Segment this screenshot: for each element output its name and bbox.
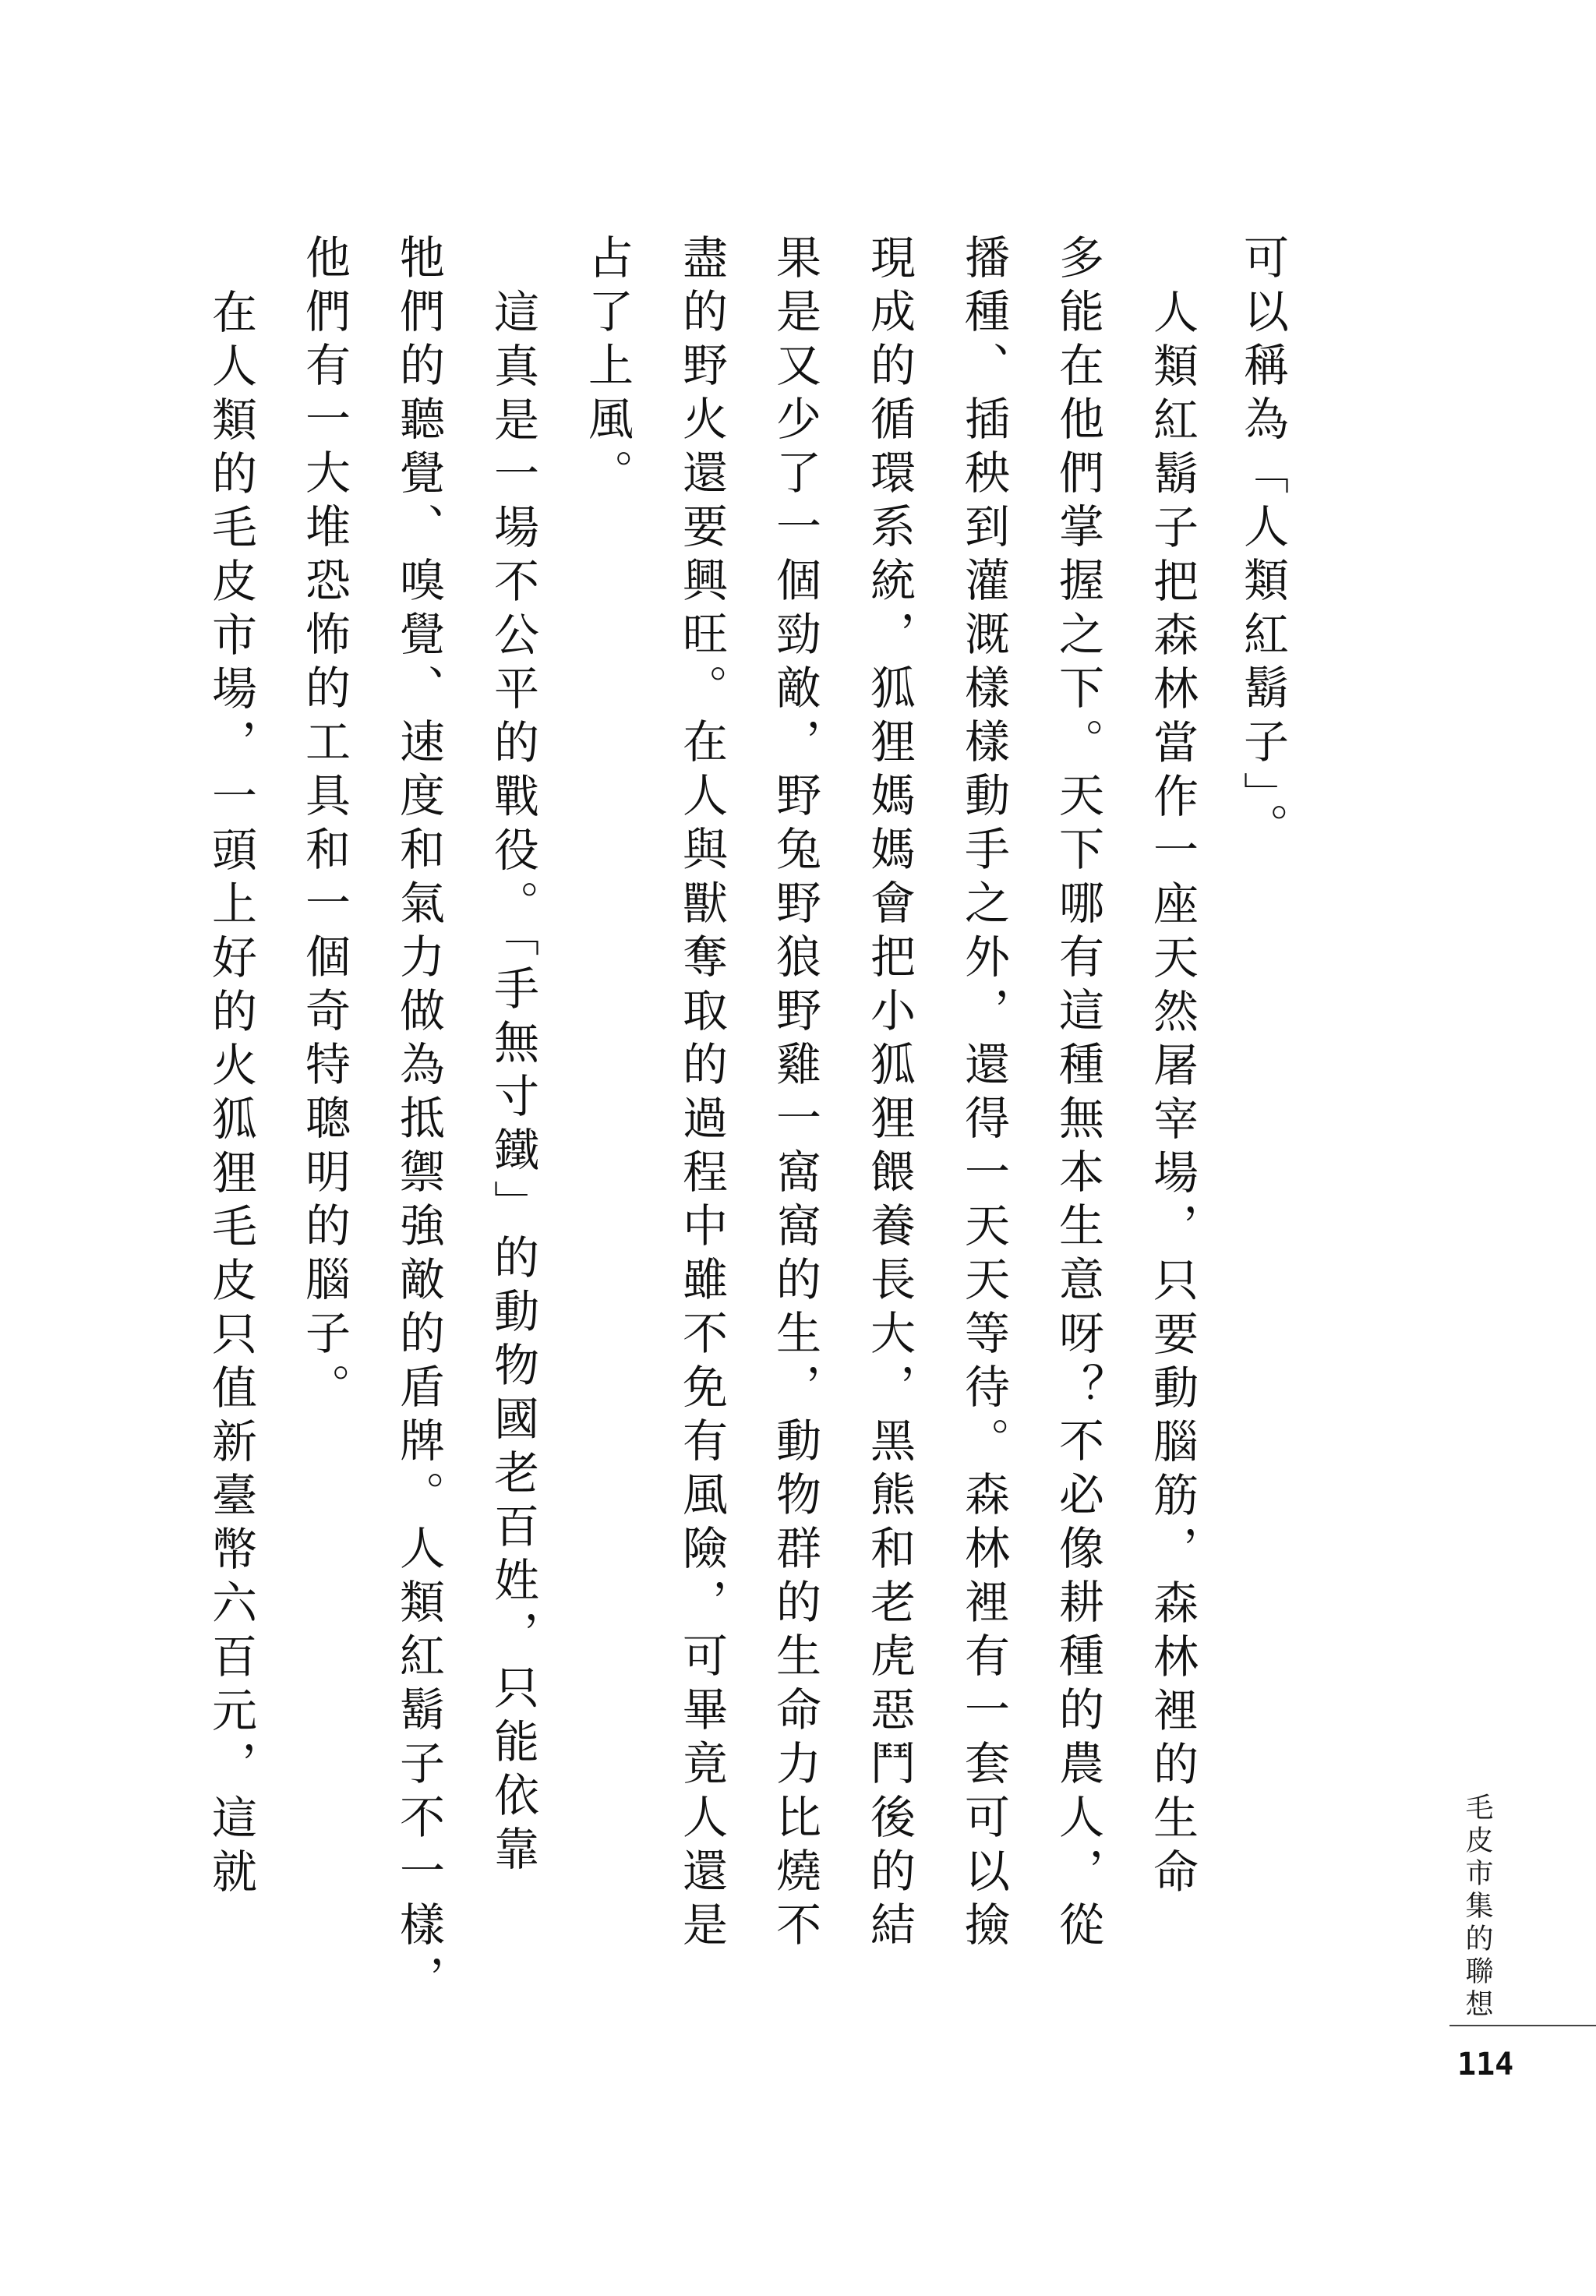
text-column-4: 播種、插秧到灌溉樣樣動手之外，還得一天天等待。森林裡有一套可以撿: [957, 234, 1010, 1955]
text-column-6: 果是又少了一個勁敵，野兔野狼野雞一窩窩的生，動物群的生命力比燒不: [768, 234, 821, 1955]
running-head: 毛皮市集的聯想: [1461, 1793, 1493, 2022]
text-column-9: 這真是一場不公平的戰役。「手無寸鐵」的動物國老百姓，只能依靠: [486, 288, 539, 1879]
text-column-2: 人類紅鬍子把森林當作一座天然屠宰場，只要動腦筋，森林裡的生命: [1146, 288, 1199, 1902]
text-column-11: 他們有一大堆恐怖的工具和一個奇特聰明的腦子。: [298, 234, 351, 1417]
text-column-10: 牠們的聽覺、嗅覺、速度和氣力做為抵禦強敵的盾牌。人類紅鬍子不一樣，: [392, 234, 445, 2008]
text-column-1: 可以稱為「人類紅鬍子」。: [1236, 234, 1289, 857]
text-column-5: 現成的循環系統，狐狸媽媽會把小狐狸餵養長大，黑熊和老虎惡鬥後的結: [863, 234, 916, 1955]
text-column-8: 占了上風。: [581, 234, 634, 503]
running-head-divider: [1449, 2025, 1596, 2026]
page-number: 114: [1457, 2047, 1514, 2082]
text-column-3: 多能在他們掌握之下。天下哪有這種無本生意呀？不必像耕種的農人，從: [1051, 234, 1104, 1955]
text-column-7: 盡的野火還要興旺。在人與獸奪取的過程中雖不免有風險，可畢竟人還是: [675, 234, 728, 1955]
text-column-12: 在人類的毛皮市場，一頭上好的火狐狸毛皮只值新臺幣六百元，這就: [204, 288, 257, 1902]
